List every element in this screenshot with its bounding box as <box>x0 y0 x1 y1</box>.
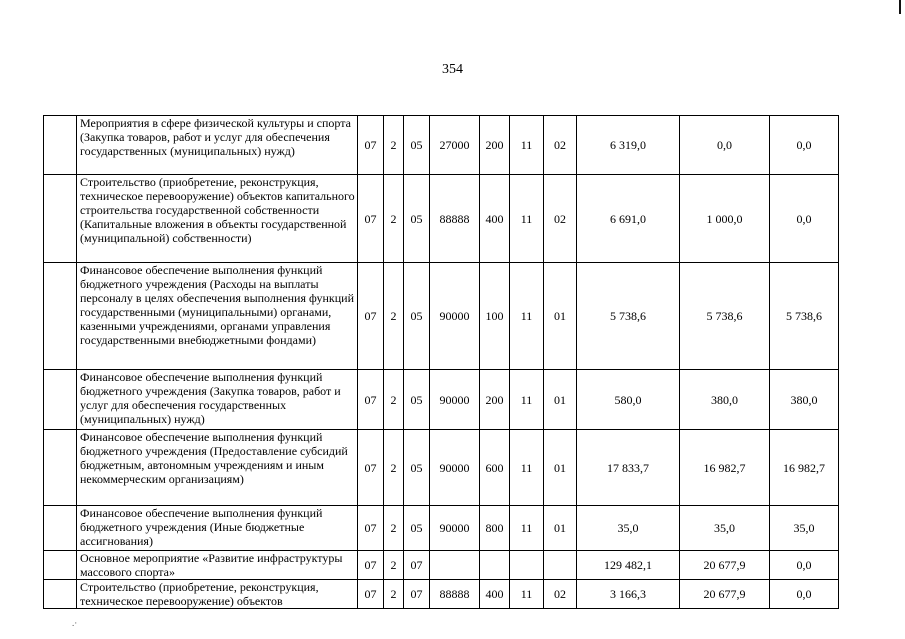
amount-year-2: 1 000,0 <box>680 175 770 263</box>
amount-year-3: 16 982,7 <box>770 430 839 506</box>
code-sub2: 11 <box>510 370 544 430</box>
code-sub: 2 <box>384 580 404 609</box>
code-expense: 100 <box>480 263 510 370</box>
amount-year-2: 0,0 <box>680 116 770 175</box>
code-section: 07 <box>358 370 384 430</box>
code-expense: 600 <box>480 430 510 506</box>
code-sub2: 11 <box>510 506 544 551</box>
table-body <box>44 116 839 609</box>
code-sub2: 11 <box>510 175 544 263</box>
table-row <box>44 370 839 430</box>
code-group: 05 <box>404 370 430 430</box>
expense-description: Мероприятия в сфере физической культуры и спорта (Закупка товаров, работ и услуг для обеспечения государственных (муниципальных) нужд) <box>77 116 358 175</box>
amount-year-1: 6 319,0 <box>577 116 680 175</box>
code-sub3: 01 <box>544 506 577 551</box>
amount-year-2: 20 677,9 <box>680 580 770 609</box>
table-row <box>44 580 839 609</box>
blank-cell <box>44 580 77 609</box>
code-expense: 800 <box>480 506 510 551</box>
code-sub3: 02 <box>544 116 577 175</box>
code-target: 88888 <box>430 580 480 609</box>
code-group: 05 <box>404 116 430 175</box>
blank-cell <box>44 175 77 263</box>
expense-description: Основное мероприятие «Развитие инфраструктуры массового спорта» <box>77 551 358 580</box>
expense-description: Финансовое обеспечение выполнения функций бюджетного учреждения (Предоставление субсидий бюджетным, автономным учреждениям и иным некоммерческим организациям) <box>77 430 358 506</box>
code-expense: 200 <box>480 116 510 175</box>
code-section: 07 <box>358 175 384 263</box>
code-sub: 2 <box>384 370 404 430</box>
code-sub2: 11 <box>510 263 544 370</box>
code-sub: 2 <box>384 116 404 175</box>
amount-year-2: 35,0 <box>680 506 770 551</box>
amount-year-2: 16 982,7 <box>680 430 770 506</box>
amount-year-1: 6 691,0 <box>577 175 680 263</box>
code-group: 07 <box>404 580 430 609</box>
amount-year-1: 17 833,7 <box>577 430 680 506</box>
expense-description: Строительство (приобретение, реконструкция, техническое перевооружение) объектов <box>77 580 358 609</box>
code-sub2 <box>510 551 544 580</box>
amount-year-1: 35,0 <box>577 506 680 551</box>
code-sub3: 02 <box>544 580 577 609</box>
code-section: 07 <box>358 116 384 175</box>
expense-description: Финансовое обеспечение выполнения функций бюджетного учреждения (Иные бюджетные ассигнования) <box>77 506 358 551</box>
code-sub2: 11 <box>510 430 544 506</box>
code-target: 90000 <box>430 263 480 370</box>
code-group: 05 <box>404 506 430 551</box>
scan-edge-mark <box>899 0 901 14</box>
code-sub: 2 <box>384 175 404 263</box>
blank-cell <box>44 551 77 580</box>
code-sub: 2 <box>384 430 404 506</box>
code-sub3: 01 <box>544 430 577 506</box>
code-expense: 200 <box>480 370 510 430</box>
code-target: 90000 <box>430 430 480 506</box>
amount-year-2: 380,0 <box>680 370 770 430</box>
table-row <box>44 551 839 580</box>
page-number: 354 <box>442 62 463 77</box>
code-group: 05 <box>404 175 430 263</box>
amount-year-3: 35,0 <box>770 506 839 551</box>
amount-year-2: 5 738,6 <box>680 263 770 370</box>
code-sub: 2 <box>384 506 404 551</box>
blank-cell <box>44 116 77 175</box>
amount-year-3: 0,0 <box>770 580 839 609</box>
amount-year-1: 580,0 <box>577 370 680 430</box>
budget-table <box>43 115 839 609</box>
code-sub: 2 <box>384 551 404 580</box>
amount-year-1: 5 738,6 <box>577 263 680 370</box>
table-row <box>44 116 839 175</box>
code-section: 07 <box>358 551 384 580</box>
amount-year-3: 380,0 <box>770 370 839 430</box>
code-sub2: 11 <box>510 580 544 609</box>
code-expense: 400 <box>480 580 510 609</box>
code-target: 88888 <box>430 175 480 263</box>
amount-year-2: 20 677,9 <box>680 551 770 580</box>
amount-year-1: 3 166,3 <box>577 580 680 609</box>
table-row <box>44 175 839 263</box>
amount-year-3: 0,0 <box>770 551 839 580</box>
code-section: 07 <box>358 506 384 551</box>
expense-description: Строительство (приобретение, реконструкция, техническое перевооружение) объектов капитального строительства государственной собственности (Капитальные вложения в объекты государственной (муниципальной) собственности) <box>77 175 358 263</box>
code-sub3: 01 <box>544 370 577 430</box>
amount-year-1: 129 482,1 <box>577 551 680 580</box>
code-sub3: 02 <box>544 175 577 263</box>
table-row <box>44 430 839 506</box>
code-section: 07 <box>358 263 384 370</box>
code-target <box>430 551 480 580</box>
code-section: 07 <box>358 430 384 506</box>
blank-cell <box>44 370 77 430</box>
blank-cell <box>44 263 77 370</box>
code-target: 90000 <box>430 506 480 551</box>
blank-cell <box>44 506 77 551</box>
table-row <box>44 263 839 370</box>
code-group: 05 <box>404 430 430 506</box>
code-section: 07 <box>358 580 384 609</box>
code-target: 27000 <box>430 116 480 175</box>
amount-year-3: 0,0 <box>770 116 839 175</box>
code-group: 07 <box>404 551 430 580</box>
amount-year-3: 0,0 <box>770 175 839 263</box>
code-expense <box>480 551 510 580</box>
code-group: 05 <box>404 263 430 370</box>
expense-description: Финансовое обеспечение выполнения функций бюджетного учреждения (Расходы на выплаты персоналу в целях обеспечения выполнения функций государственными (муниципальными) органами, казенными учреждениями, органами управления государственными внебюджетными фондами) <box>77 263 358 370</box>
code-sub3: 01 <box>544 263 577 370</box>
table-row <box>44 506 839 551</box>
code-target: 90000 <box>430 370 480 430</box>
blank-cell <box>44 430 77 506</box>
code-sub2: 11 <box>510 116 544 175</box>
code-expense: 400 <box>480 175 510 263</box>
scan-speck: .· <box>72 618 78 628</box>
code-sub: 2 <box>384 263 404 370</box>
amount-year-3: 5 738,6 <box>770 263 839 370</box>
code-sub3 <box>544 551 577 580</box>
expense-description: Финансовое обеспечение выполнения функций бюджетного учреждения (Закупка товаров, работ и услуг для обеспечения государственных (муниципальных) нужд) <box>77 370 358 430</box>
